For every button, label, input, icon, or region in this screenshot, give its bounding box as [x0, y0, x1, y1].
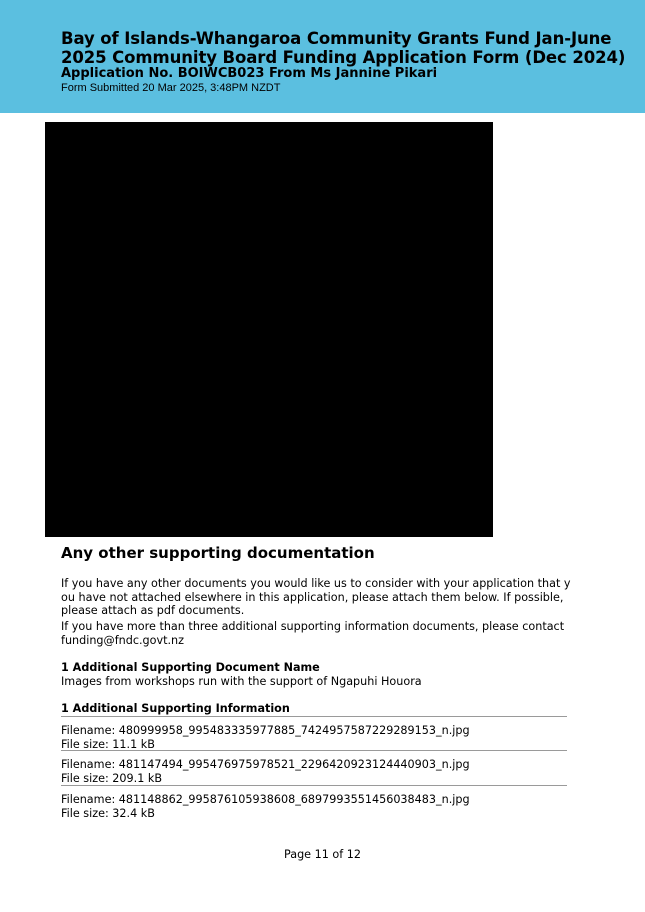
divider	[61, 716, 567, 717]
file-entry	[61, 758, 470, 785]
file-size: File size: 209.1 kB	[61, 771, 163, 785]
file-size: File size: 32.4 kB	[61, 806, 155, 820]
form-title: Bay of Islands-Whangaroa Community Grants Fund Jan-June 2025 Community Board Funding Application Form (Dec 2024)	[61, 29, 626, 67]
instructions-paragraph: If you have any other documents you would like us to consider with your application that you have not attached elsewhere in this application, please attach them below. If possible, please attach as pdf documents.	[61, 577, 571, 617]
page-header	[0, 0, 645, 113]
divider	[61, 750, 567, 751]
submission-timestamp: Form Submitted 20 Mar 2025, 3:48PM NZDT	[61, 82, 281, 94]
supporting-info-label: 1 Additional Supporting Information	[61, 702, 290, 715]
file-name: Filename: 480999958_995483335977885_7424957587229289153_n.jpg	[61, 724, 470, 737]
file-name: Filename: 481148862_995876105938608_6897993551456038483_n.jpg	[61, 793, 470, 806]
file-entry	[61, 724, 470, 751]
divider	[61, 785, 567, 786]
contact-paragraph: If you have more than three additional supporting information documents, please contact funding@fndc.govt.nz	[61, 620, 565, 647]
file-name: Filename: 481147494_995476975978521_2296420923124440903_n.jpg	[61, 758, 470, 771]
file-entry	[61, 793, 470, 820]
document-name-value: Images from workshops run with the support of Ngapuhi Houora	[61, 675, 422, 688]
page-number: Page 11 of 12	[283, 848, 361, 861]
redacted-image	[45, 122, 493, 537]
document-name-label: 1 Additional Supporting Document Name	[61, 661, 320, 674]
application-number: Application No. BOIWCB023 From Ms Jannine Pikari	[61, 66, 438, 81]
section-title: Any other supporting documentation	[61, 544, 375, 562]
file-size: File size: 11.1 kB	[61, 737, 155, 751]
